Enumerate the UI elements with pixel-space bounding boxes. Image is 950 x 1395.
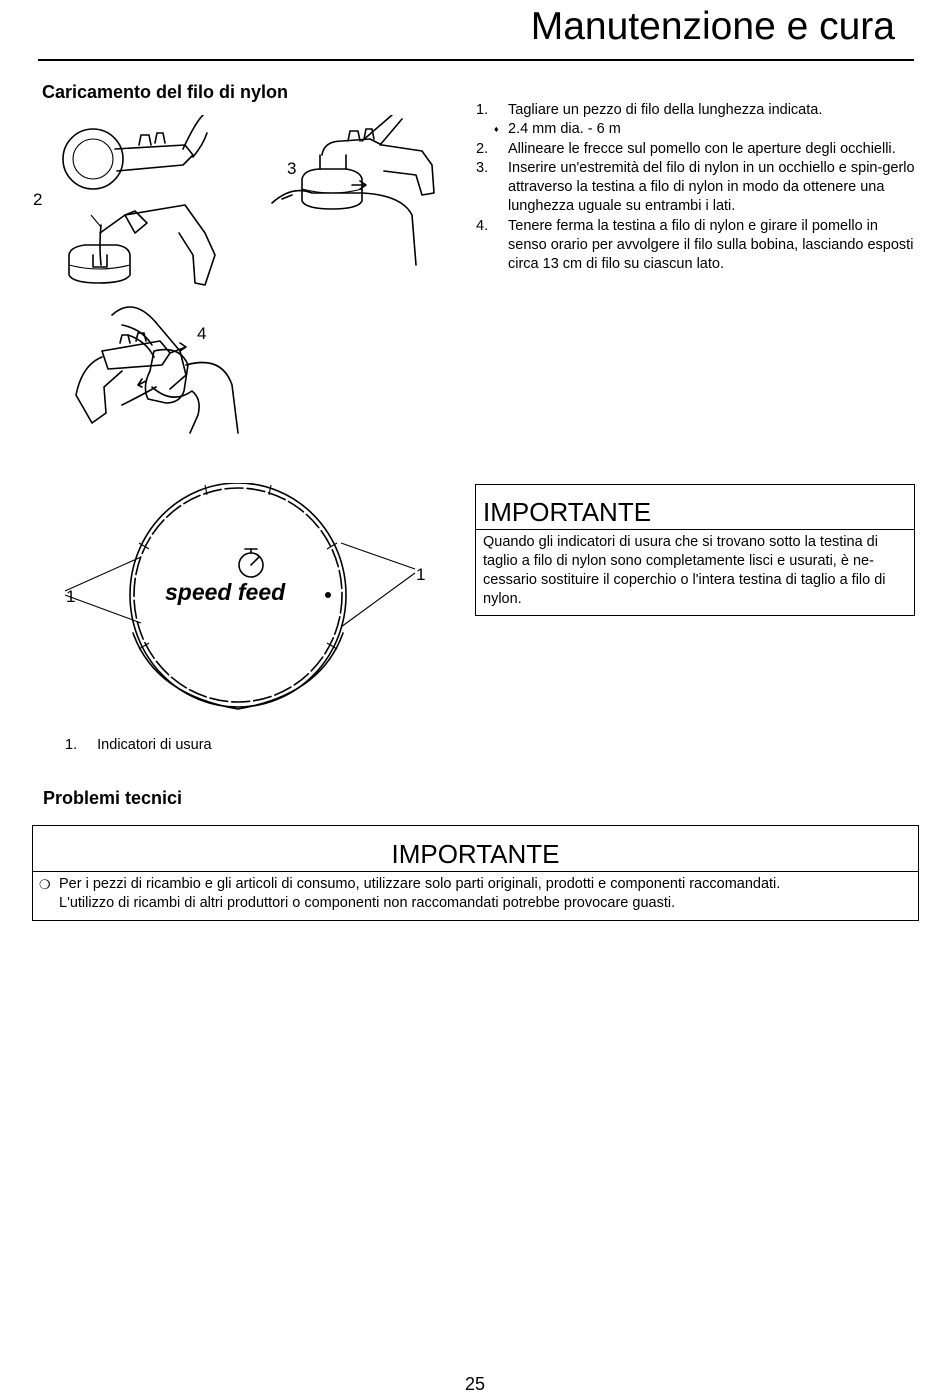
step-number: 2.: [476, 140, 489, 157]
figure-label-2: 2: [33, 190, 43, 209]
step-1-sub-bullet: [476, 120, 926, 139]
figure-label-3: 3: [287, 159, 297, 178]
step-text: Inserire un'estremità del filo di nylon in un occhiello e spin-gerlo attraverso la testina a filo di nylon in modo da ottenere una lunghezza uguale su entrambi i lati.: [508, 159, 915, 215]
diamond-bullet-icon: ♦: [494, 124, 499, 135]
header-divider: [38, 59, 914, 61]
step-2: [476, 140, 926, 159]
callout-wear-right: 1: [416, 565, 426, 584]
step-1: [476, 101, 926, 120]
legend-text: Indicatori di usura: [97, 737, 212, 753]
page-number: 25: [464, 1374, 486, 1394]
step-3: [476, 159, 926, 217]
wear-indicator-cap-illustration: [55, 483, 455, 723]
circle-bullet-icon: ❍: [39, 877, 51, 892]
step-text: Tagliare un pezzo di filo della lunghezza indicata.: [508, 102, 823, 118]
notice-body: Quando gli indicatori di usura che si trovano sotto la testina di taglio a filo di nylon sono completamente lisci e usurati, è ne-cessario sostituire il coperchio o l'intera testina di taglio a filo di nylon.: [483, 534, 886, 607]
section-title-technical-problems: Problemi tecnici: [43, 788, 183, 808]
step-text: Allineare le frecce sul pomello con le aperture degli occhielli.: [508, 140, 896, 157]
logo-dot: [325, 592, 331, 598]
figure-2-align-arrows-illustration: [55, 115, 225, 295]
step-number: 4.: [476, 217, 489, 234]
notice-body: [33, 872, 918, 913]
step-number: 3.: [476, 159, 489, 176]
importante-notice-wear: [475, 484, 915, 616]
legend-number: 1.: [65, 737, 78, 753]
figure-label-4: 4: [197, 324, 207, 343]
step-4: [476, 217, 926, 275]
line-spec-text: 2.4 mm dia. - 6 m: [508, 121, 621, 138]
figure-4-winding-illustration: [62, 295, 252, 435]
notice-line-2: L'utilizzo di ricambi di altri produttori o componenti non raccomandati potrebbe provocare guasti.: [59, 895, 676, 911]
instruction-steps: [476, 101, 926, 275]
figure-legend: [65, 736, 212, 754]
step-text: Tenere ferma la testina a filo di nylon e girare il pomello in senso orario per avvolgere il filo sulla bobina, lasciando esposti circa 13 cm di filo su ciascun lato.: [508, 217, 914, 273]
notice-title: IMPORTANTE: [33, 826, 918, 872]
figure-3-insert-line-illustration: [262, 115, 462, 275]
notice-title: IMPORTANTE: [476, 485, 914, 530]
notice-lines: [59, 875, 780, 913]
callout-wear-left: 1: [66, 587, 76, 606]
importante-notice-spare-parts: [32, 825, 919, 921]
page-header-title: Manutenzione e cura: [530, 5, 895, 48]
notice-line-1: Per i pezzi di ricambio e gli articoli di consumo, utilizzare solo parti originali, prodotti e componenti raccomandati.: [59, 876, 781, 892]
section-title-nylon-loading: Caricamento del filo di nylon: [42, 82, 289, 102]
speedfeed-logo: speed feed: [165, 579, 286, 605]
step-number: 1.: [476, 102, 489, 118]
